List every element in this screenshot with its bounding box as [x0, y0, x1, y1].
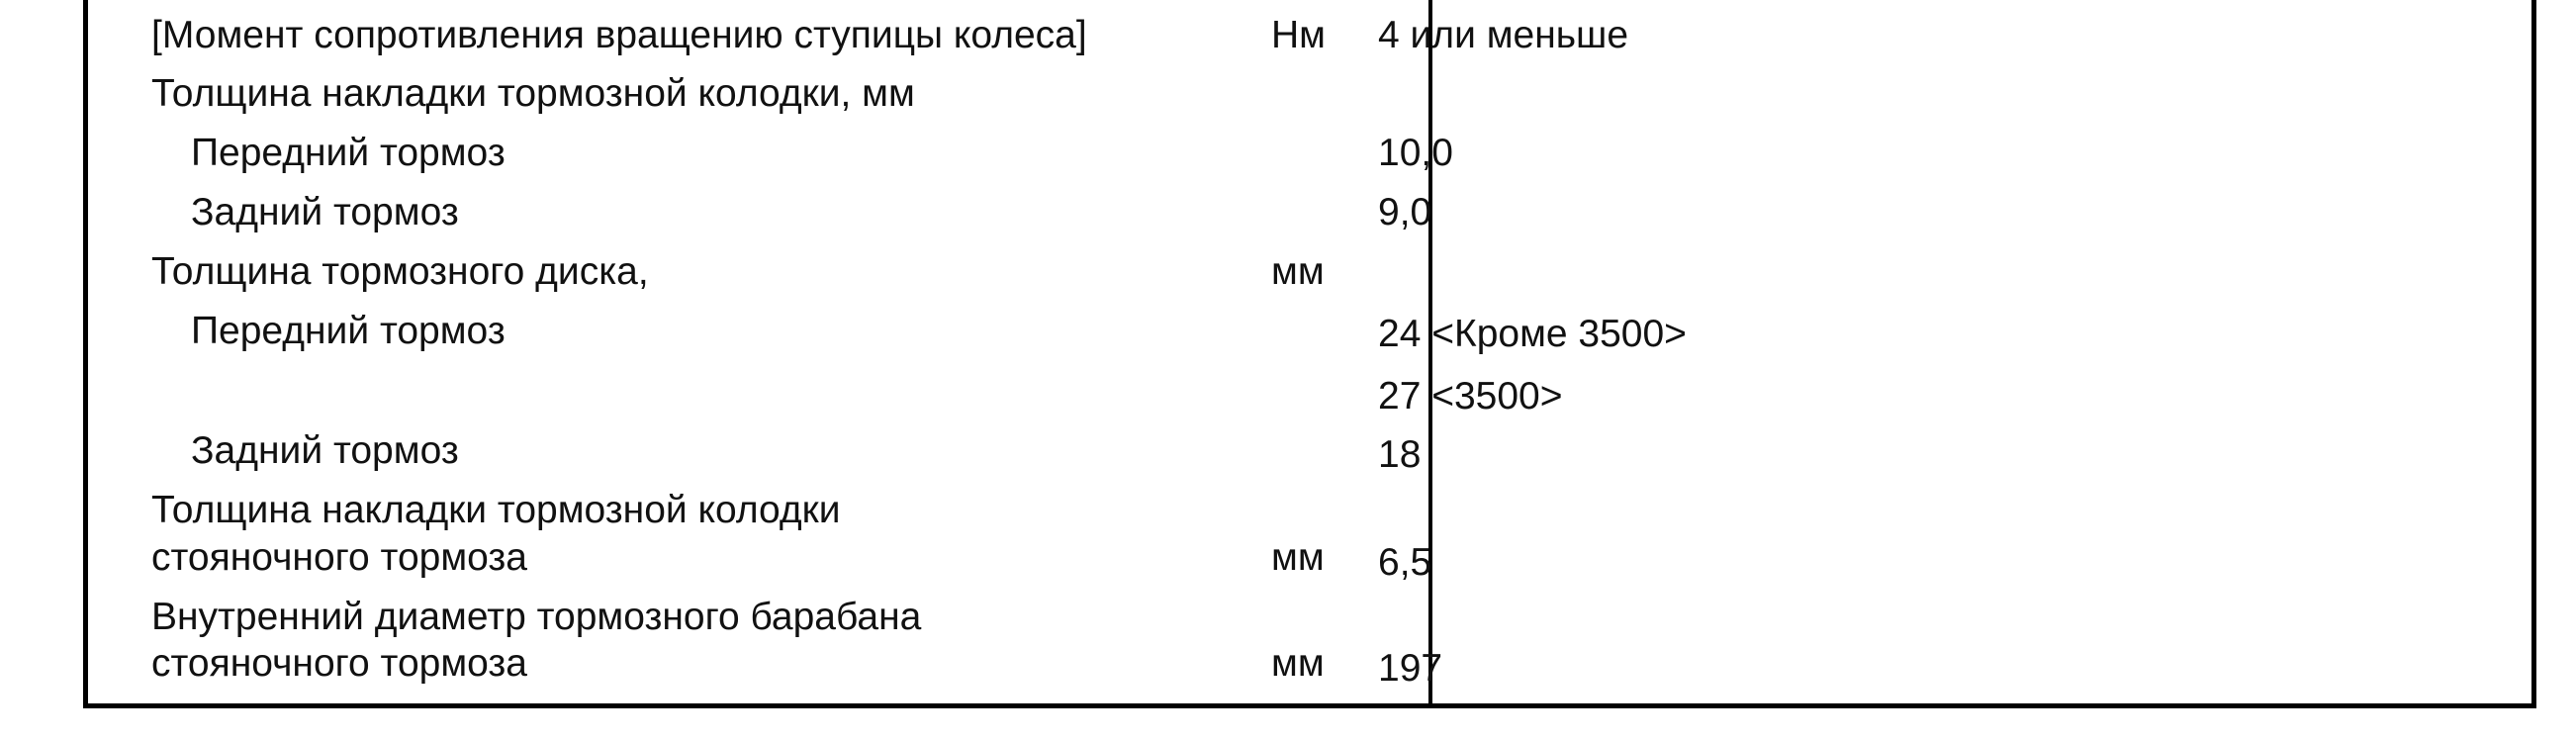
param-disc-rear-brake: Задний тормоз	[191, 429, 459, 472]
unit-hub-resistance-moment: Нм	[1271, 14, 1326, 56]
unit-parking-pad-thickness: мм	[1271, 536, 1325, 579]
value-disc-front-brake-except-3500: 24 <Кроме 3500>	[1378, 313, 1687, 355]
value-disc-rear-brake: 18	[1378, 433, 1422, 476]
param-pad-thickness-heading: Толщина накладки тормозной колодки, мм	[151, 72, 915, 115]
param-parking-drum-diameter-line2: стояночного тормоза	[151, 642, 527, 685]
spec-table	[83, 0, 2536, 708]
param-disc-front-brake: Передний тормоз	[191, 310, 506, 352]
value-parking-drum-diameter: 197	[1378, 647, 1443, 690]
param-hub-resistance-moment: [Момент сопротивления вращению ступицы колеса]	[151, 14, 1087, 56]
param-parking-pad-thickness-line2: стояночного тормоза	[151, 536, 527, 579]
param-parking-pad-thickness: Толщина накладки тормозной колодки	[151, 489, 841, 531]
value-parking-pad-thickness: 6,5	[1378, 541, 1432, 584]
unit-parking-drum-diameter: мм	[1271, 642, 1325, 685]
param-pad-rear-brake: Задний тормоз	[191, 191, 459, 233]
param-pad-front-brake: Передний тормоз	[191, 132, 506, 174]
param-disc-thickness-heading: Толщина тормозного диска,	[151, 250, 649, 293]
value-pad-front-brake: 10,0	[1378, 132, 1453, 174]
value-pad-rear-brake: 9,0	[1378, 191, 1432, 233]
param-parking-drum-diameter: Внутренний диаметр тормозного барабана	[151, 596, 922, 638]
value-disc-front-brake-3500: 27 <3500>	[1378, 375, 1563, 417]
value-hub-resistance-moment: 4 или меньше	[1378, 14, 1629, 56]
unit-disc-thickness: мм	[1271, 250, 1325, 293]
